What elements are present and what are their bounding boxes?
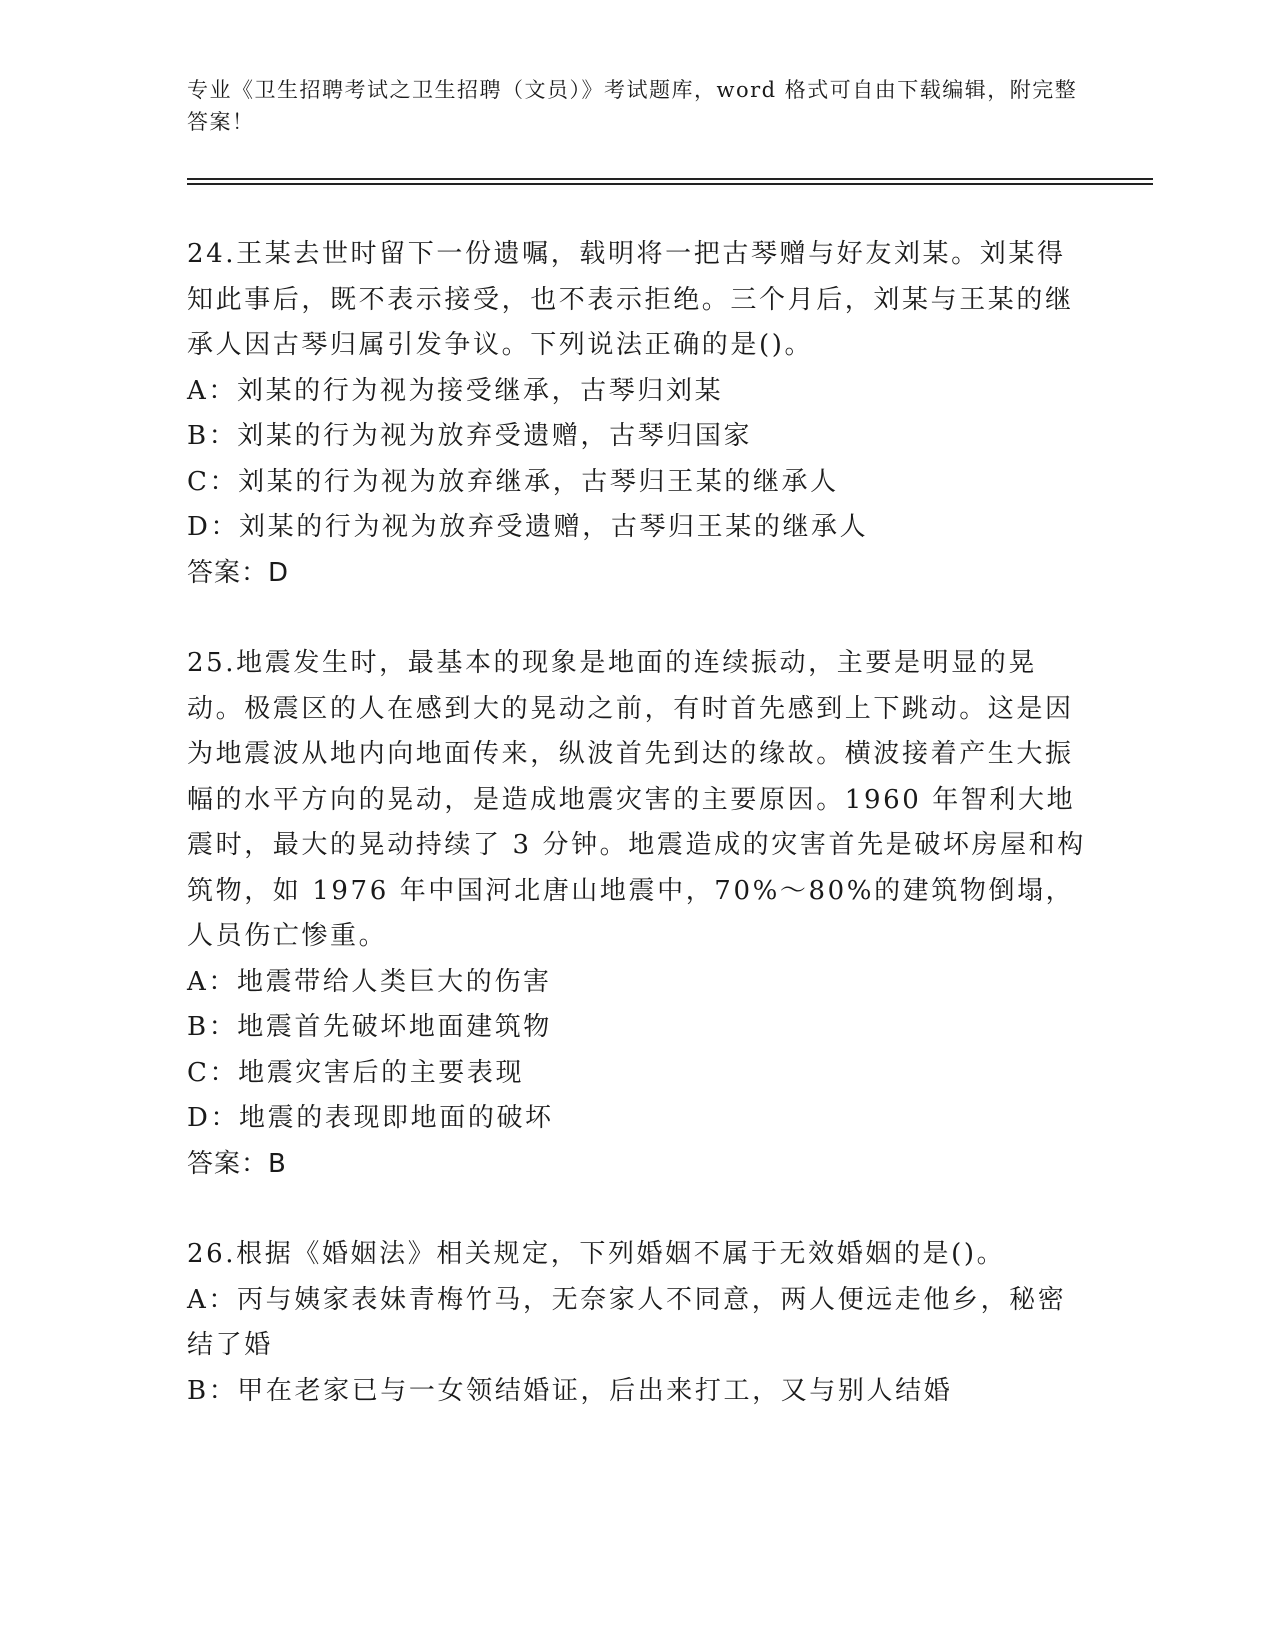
question-spacer [187,1187,1087,1232]
option-a: A：丙与姨家表妹青梅竹马，无奈家人不同意，两人便远走他乡，秘密结了婚 [187,1284,1067,1360]
option-c: C：刘某的行为视为放弃继承，古琴归王某的继承人 [187,466,839,497]
answer-line: 答案：D [187,557,290,588]
option-d: D：地震的表现即地面的破坏 [187,1103,554,1133]
document-header: 专业《卫生招聘考试之卫生招聘（文员）》考试题库，word 格式可自由下载编辑，附完整答案！ [187,78,1078,134]
option-b: B：甲在老家已与一女领结婚证，后出来打工，又与别人结婚 [187,1375,953,1406]
header-divider-top [187,178,1153,180]
question-stem: 26.根据《婚姻法》相关规定，下列婚姻不属于无效婚姻的是()。 [187,1239,1006,1269]
question-25 [187,641,1087,1187]
question-24 [187,232,1087,596]
option-d: D：刘某的行为视为放弃受遗赠，古琴归王某的继承人 [187,512,869,542]
option-a: A：地震带给人类巨大的伤害 [187,966,552,997]
header-divider-bottom [187,183,1153,185]
option-a: A：刘某的行为视为接受继承，古琴归刘某 [187,375,724,406]
question-26 [187,1232,1087,1414]
answer-line: 答案：B [187,1148,287,1179]
option-b: B：刘某的行为视为放弃受遗赠，古琴归国家 [187,421,753,451]
question-spacer [187,596,1087,641]
question-stem: 25.地震发生时，最基本的现象是地面的连续振动，主要是明显的晃动。极震区的人在感到大的晃动之前，有时首先感到上下跳动。这是因为地震波从地内向地面传来，纵波首先到达的缘故。横波接着产生大振幅的水平方向的晃动，是造成地震灾害的主要原因。1960 年智利大地震时，最大的晃动持续了 3 分钟。地震造成的灾害首先是破坏房屋和构筑物，如 1976 年中国河北唐山地震中，70%～80%的建筑物倒塌，人员伤亡惨重。 [187,648,1086,951]
question-list [187,232,1087,1414]
option-c: C：地震灾害后的主要表现 [187,1057,525,1088]
question-stem: 24.王某去世时留下一份遗嘱，载明将一把古琴赠与好友刘某。刘某得知此事后，既不表示接受，也不表示拒绝。三个月后，刘某与王某的继承人因古琴归属引发争议。下列说法正确的是()。 [187,239,1074,360]
option-b: B：地震首先破坏地面建筑物 [187,1012,552,1042]
